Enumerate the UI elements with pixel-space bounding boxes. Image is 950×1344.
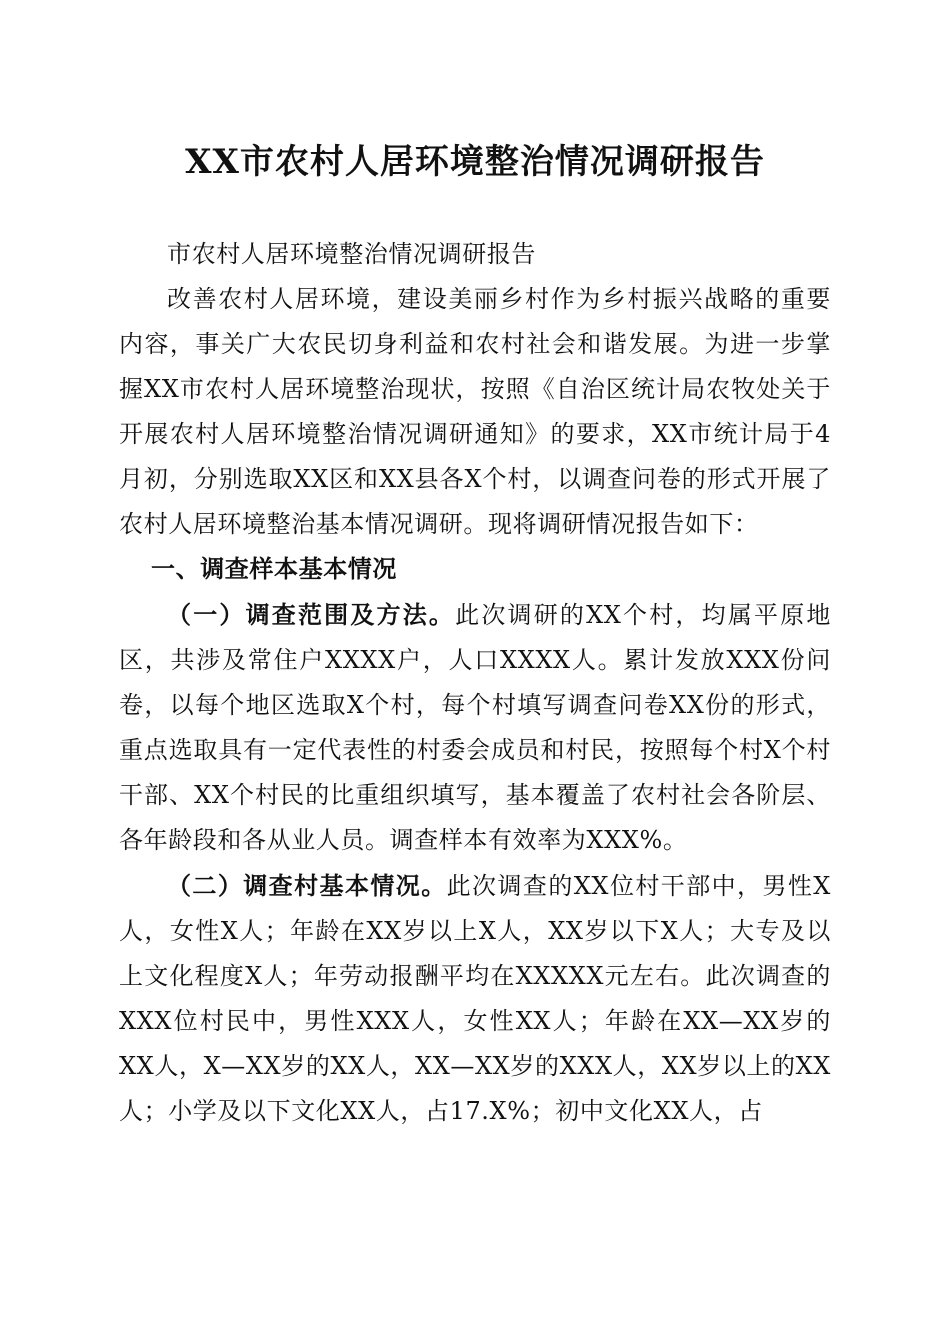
subsection-1-lead: （一）调查范围及方法。: [167, 600, 456, 629]
subsection-1-text: 此次调研的XX个村，均属平原地区，共涉及常住户XXXX户，人口XXXX人。累计发放XXX份问卷，以每个地区选取X个村，每个村填写调查问卷XX份的形式，重点选取具有一定代表性的村委会成员和村民，按照每个村X个村干部、XX个村民的比重组织填写，基本覆盖了农村社会各阶层、各年龄段和各从业人员。调查样本有效率为XXX%。: [119, 601, 831, 854]
section-heading: 一、调查样本基本情况: [151, 555, 397, 583]
document-body: [119, 232, 831, 1134]
intro-paragraph: 改善农村人居环境，建设美丽乡村作为乡村振兴战略的重要内容，事关广大农民切身利益和农村社会和谐发展。为进一步掌握XX市农村人居环境整治现状，按照《自治区统计局农牧处关于开展农村人居环境整治情况调研通知》的要求，XX市统计局于4月初，分别选取XX区和XX县各X个村，以调查问卷的形式开展了农村人居环境整治基本情况调研。现将调研情况报告如下：: [119, 285, 831, 538]
document-title: XX市农村人居环境整治情况调研报告: [185, 142, 765, 182]
subsection-2-paragraph: [119, 863, 831, 1134]
subsection-2-lead: （二）调查村基本情况。: [167, 871, 447, 900]
subsection-2-text: 此次调查的XX位村干部中，男性X人，女性X人；年龄在XX岁以上X人，XX岁以下X人；大专及以上文化程度X人；年劳动报酬平均在XXXXX元左右。此次调查的XXX位村民中，男性XXX人，女性XX人；年龄在XX—XX岁的XX人，X—XX岁的XX人，XX—XX岁的XXX人，XX岁以上的XX人；小学及以下文化XX人，占17.X%；初中文化XX人，占: [119, 872, 831, 1125]
subtitle-paragraph: 市农村人居环境整治情况调研报告: [167, 240, 536, 268]
subsection-1-paragraph: [119, 592, 831, 863]
